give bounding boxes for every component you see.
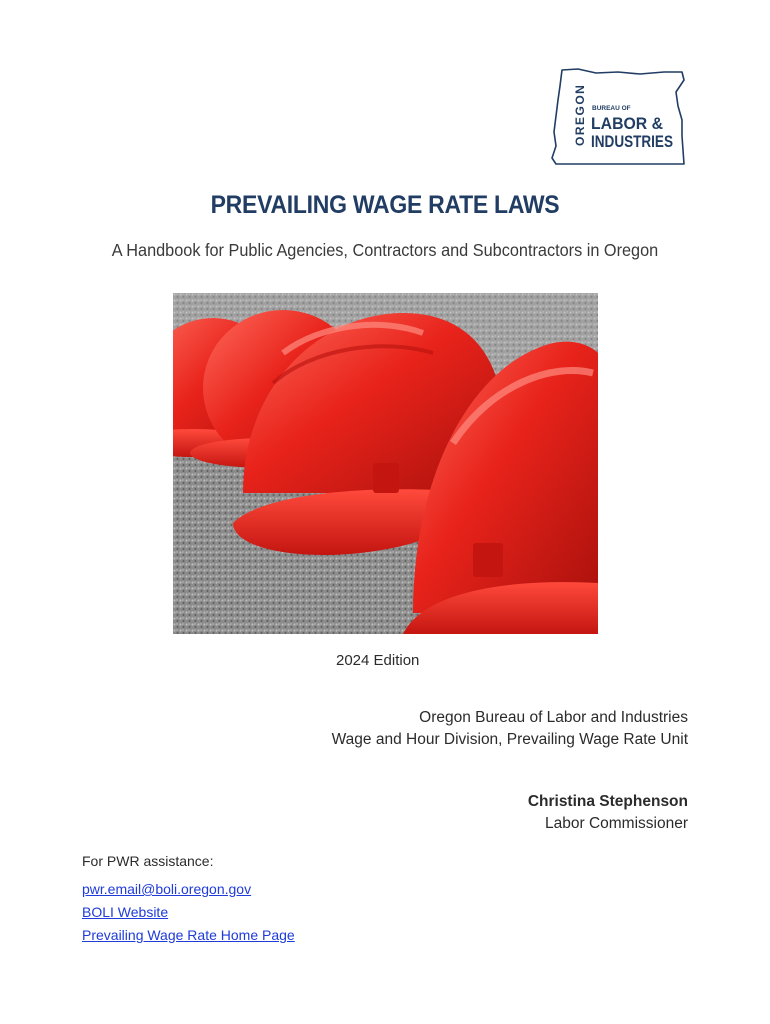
commissioner-block xyxy=(528,791,688,835)
pwr-home-page-link[interactable]: Prevailing Wage Rate Home Page xyxy=(82,927,295,943)
hard-hats-photo xyxy=(173,293,598,634)
organization-block xyxy=(332,707,688,751)
assistance-links xyxy=(82,878,295,947)
oregon-state-outline-icon xyxy=(548,66,690,170)
logo-industries-text: INDUSTRIES xyxy=(591,132,673,151)
edition-label: 2024 Edition xyxy=(336,652,420,669)
assistance-label: For PWR assistance: xyxy=(82,853,214,869)
logo-bureau-text: BUREAU OF xyxy=(592,105,631,112)
boli-logo xyxy=(548,66,690,170)
logo-labor-text: LABOR & xyxy=(591,114,663,133)
organization-line-2: Wage and Hour Division, Prevailing Wage Rate Unit xyxy=(331,731,688,748)
page-title: PREVAILING WAGE RATE LAWS xyxy=(210,191,560,219)
red-hard-hats-icon xyxy=(173,293,598,634)
email-link[interactable]: pwr.email@boli.oregon.gov xyxy=(82,881,252,897)
organization-line-1: Oregon Bureau of Labor and Industries xyxy=(419,709,688,726)
page-subtitle: A Handbook for Public Agencies, Contractors and Subcontractors in Oregon xyxy=(111,240,659,260)
commissioner-title: Labor Commissioner xyxy=(545,815,688,832)
boli-website-link[interactable]: BOLI Website xyxy=(82,904,169,920)
logo-oregon-text: OREGON xyxy=(573,83,587,146)
commissioner-name: Christina Stephenson xyxy=(527,793,688,810)
